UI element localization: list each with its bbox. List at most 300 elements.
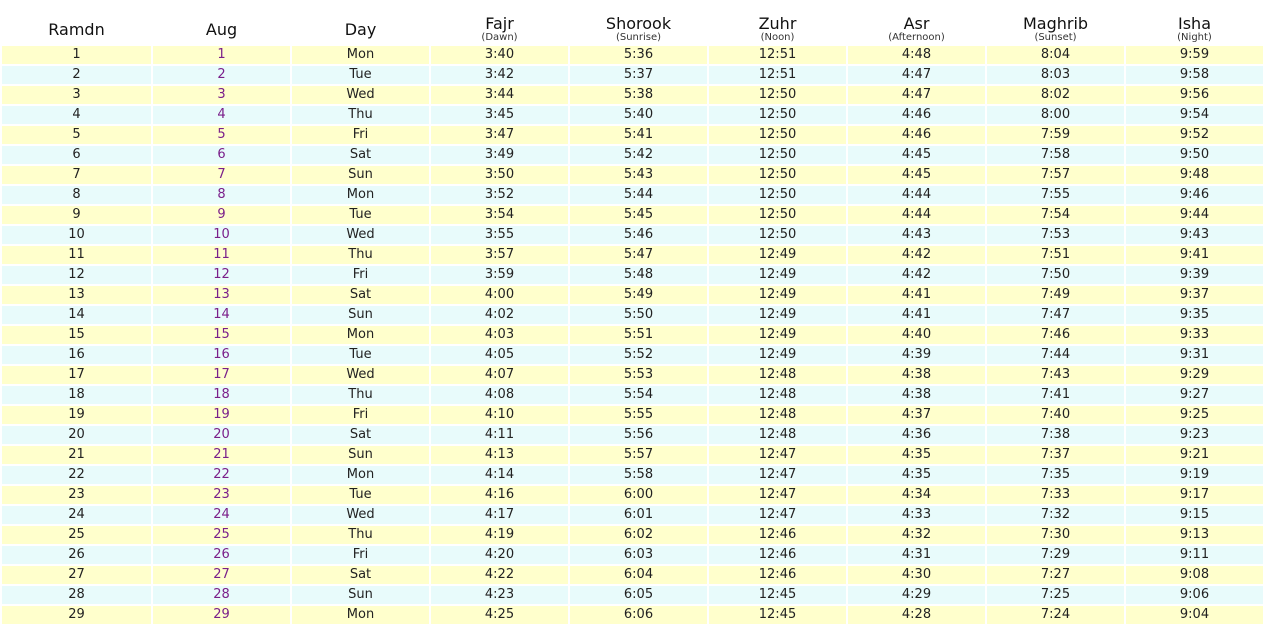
fajr-time-cell: 3:40 (431, 46, 568, 64)
ramadan-day-cell: 29 (2, 606, 151, 624)
fajr-time-cell: 3:55 (431, 226, 568, 244)
fajr-time-cell: 4:02 (431, 306, 568, 324)
isha-time-cell: 9:04 (1126, 606, 1263, 624)
weekday-cell: Mon (292, 46, 429, 64)
maghrib-time-cell: 7:50 (987, 266, 1124, 284)
isha-time-cell: 9:25 (1126, 406, 1263, 424)
asr-time-cell: 4:47 (848, 66, 985, 84)
weekday-cell: Fri (292, 546, 429, 564)
aug-date-cell: 17 (153, 366, 290, 384)
aug-date-cell: 28 (153, 586, 290, 604)
aug-date-cell: 25 (153, 526, 290, 544)
header-sublabel: (Noon) (760, 32, 795, 43)
maghrib-time-cell: 7:40 (987, 406, 1124, 424)
header-label: Aug (205, 20, 238, 39)
zuhr-time-cell: 12:50 (709, 126, 846, 144)
asr-time-cell: 4:47 (848, 86, 985, 104)
table-row (2, 586, 1263, 604)
maghrib-time-cell: 7:58 (987, 146, 1124, 164)
aug-date-cell: 9 (153, 206, 290, 224)
isha-time-cell: 9:44 (1126, 206, 1263, 224)
weekday-cell: Thu (292, 246, 429, 264)
maghrib-time-cell: 7:41 (987, 386, 1124, 404)
maghrib-time-cell: 7:47 (987, 306, 1124, 324)
fajr-time-cell: 4:23 (431, 586, 568, 604)
table-row (2, 466, 1263, 484)
fajr-time-cell: 3:59 (431, 266, 568, 284)
ramadan-day-cell: 27 (2, 566, 151, 584)
isha-time-cell: 9:58 (1126, 66, 1263, 84)
table-row (2, 506, 1263, 524)
fajr-time-cell: 3:47 (431, 126, 568, 144)
zuhr-time-cell: 12:46 (709, 566, 846, 584)
isha-time-cell: 9:06 (1126, 586, 1263, 604)
table-row (2, 266, 1263, 284)
shorook-time-cell: 5:51 (570, 326, 707, 344)
fajr-time-cell: 4:14 (431, 466, 568, 484)
weekday-cell: Wed (292, 226, 429, 244)
maghrib-time-cell: 8:03 (987, 66, 1124, 84)
zuhr-time-cell: 12:47 (709, 486, 846, 504)
header-aug (153, 2, 290, 44)
shorook-time-cell: 5:56 (570, 426, 707, 444)
weekday-cell: Fri (292, 406, 429, 424)
asr-time-cell: 4:33 (848, 506, 985, 524)
zuhr-time-cell: 12:50 (709, 146, 846, 164)
shorook-time-cell: 5:58 (570, 466, 707, 484)
weekday-cell: Thu (292, 526, 429, 544)
asr-time-cell: 4:29 (848, 586, 985, 604)
zuhr-time-cell: 12:50 (709, 86, 846, 104)
shorook-time-cell: 5:37 (570, 66, 707, 84)
weekday-cell: Fri (292, 126, 429, 144)
maghrib-time-cell: 7:55 (987, 186, 1124, 204)
maghrib-time-cell: 7:25 (987, 586, 1124, 604)
zuhr-time-cell: 12:49 (709, 346, 846, 364)
weekday-cell: Tue (292, 66, 429, 84)
shorook-time-cell: 5:57 (570, 446, 707, 464)
ramadan-day-cell: 15 (2, 326, 151, 344)
table-row (2, 106, 1263, 124)
maghrib-time-cell: 8:00 (987, 106, 1124, 124)
aug-date-cell: 27 (153, 566, 290, 584)
weekday-cell: Sun (292, 586, 429, 604)
aug-date-cell: 22 (153, 466, 290, 484)
header-sublabel: (Dawn) (481, 32, 518, 43)
isha-time-cell: 9:11 (1126, 546, 1263, 564)
zuhr-time-cell: 12:49 (709, 246, 846, 264)
maghrib-time-cell: 7:27 (987, 566, 1124, 584)
ramadan-day-cell: 24 (2, 506, 151, 524)
isha-time-cell: 9:29 (1126, 366, 1263, 384)
ramadan-day-cell: 23 (2, 486, 151, 504)
zuhr-time-cell: 12:50 (709, 106, 846, 124)
table-row (2, 446, 1263, 464)
isha-time-cell: 9:50 (1126, 146, 1263, 164)
shorook-time-cell: 5:46 (570, 226, 707, 244)
asr-time-cell: 4:34 (848, 486, 985, 504)
aug-date-cell: 1 (153, 46, 290, 64)
fajr-time-cell: 4:25 (431, 606, 568, 624)
aug-date-cell: 19 (153, 406, 290, 424)
asr-time-cell: 4:45 (848, 146, 985, 164)
weekday-cell: Tue (292, 486, 429, 504)
weekday-cell: Tue (292, 346, 429, 364)
weekday-cell: Mon (292, 606, 429, 624)
zuhr-time-cell: 12:46 (709, 546, 846, 564)
header-label: Fajr (485, 14, 514, 33)
ramadan-day-cell: 5 (2, 126, 151, 144)
isha-time-cell: 9:27 (1126, 386, 1263, 404)
table-row (2, 186, 1263, 204)
table-row (2, 566, 1263, 584)
maghrib-time-cell: 7:30 (987, 526, 1124, 544)
header-sublabel: (Afternoon) (888, 32, 945, 43)
zuhr-time-cell: 12:49 (709, 326, 846, 344)
weekday-cell: Wed (292, 506, 429, 524)
isha-time-cell: 9:19 (1126, 466, 1263, 484)
maghrib-time-cell: 7:51 (987, 246, 1124, 264)
maghrib-time-cell: 7:46 (987, 326, 1124, 344)
ramadan-day-cell: 9 (2, 206, 151, 224)
header-zuhr (709, 2, 846, 44)
isha-time-cell: 9:54 (1126, 106, 1263, 124)
shorook-time-cell: 5:42 (570, 146, 707, 164)
ramadan-day-cell: 6 (2, 146, 151, 164)
ramadan-day-cell: 18 (2, 386, 151, 404)
maghrib-time-cell: 7:57 (987, 166, 1124, 184)
aug-date-cell: 3 (153, 86, 290, 104)
weekday-cell: Sun (292, 446, 429, 464)
fajr-time-cell: 4:03 (431, 326, 568, 344)
header-ramdn (2, 2, 151, 44)
fajr-time-cell: 4:20 (431, 546, 568, 564)
table-row (2, 526, 1263, 544)
table-row (2, 346, 1263, 364)
table-row (2, 326, 1263, 344)
maghrib-time-cell: 7:54 (987, 206, 1124, 224)
asr-time-cell: 4:42 (848, 246, 985, 264)
fajr-time-cell: 4:00 (431, 286, 568, 304)
asr-time-cell: 4:41 (848, 306, 985, 324)
maghrib-time-cell: 7:43 (987, 366, 1124, 384)
fajr-time-cell: 3:49 (431, 146, 568, 164)
isha-time-cell: 9:21 (1126, 446, 1263, 464)
header-label: Zuhr (758, 14, 797, 33)
table-row (2, 386, 1263, 404)
shorook-time-cell: 5:43 (570, 166, 707, 184)
shorook-time-cell: 5:44 (570, 186, 707, 204)
header-day (292, 2, 429, 44)
ramadan-day-cell: 26 (2, 546, 151, 564)
shorook-time-cell: 5:53 (570, 366, 707, 384)
table-row (2, 126, 1263, 144)
weekday-cell: Mon (292, 466, 429, 484)
ramadan-day-cell: 25 (2, 526, 151, 544)
asr-time-cell: 4:37 (848, 406, 985, 424)
zuhr-time-cell: 12:50 (709, 206, 846, 224)
fajr-time-cell: 4:22 (431, 566, 568, 584)
aug-date-cell: 8 (153, 186, 290, 204)
maghrib-time-cell: 7:37 (987, 446, 1124, 464)
header-isha (1126, 2, 1263, 44)
maghrib-time-cell: 7:49 (987, 286, 1124, 304)
ramadan-day-cell: 2 (2, 66, 151, 84)
zuhr-time-cell: 12:45 (709, 606, 846, 624)
shorook-time-cell: 6:05 (570, 586, 707, 604)
table-row (2, 246, 1263, 264)
ramadan-day-cell: 21 (2, 446, 151, 464)
maghrib-time-cell: 8:04 (987, 46, 1124, 64)
maghrib-time-cell: 7:24 (987, 606, 1124, 624)
aug-date-cell: 4 (153, 106, 290, 124)
aug-date-cell: 18 (153, 386, 290, 404)
fajr-time-cell: 4:07 (431, 366, 568, 384)
asr-time-cell: 4:36 (848, 426, 985, 444)
aug-date-cell: 21 (153, 446, 290, 464)
header-label: Maghrib (1022, 14, 1089, 33)
header-fajr (431, 2, 568, 44)
asr-time-cell: 4:44 (848, 206, 985, 224)
aug-date-cell: 13 (153, 286, 290, 304)
isha-time-cell: 9:15 (1126, 506, 1263, 524)
ramadan-day-cell: 20 (2, 426, 151, 444)
ramadan-day-cell: 4 (2, 106, 151, 124)
asr-time-cell: 4:31 (848, 546, 985, 564)
isha-time-cell: 9:33 (1126, 326, 1263, 344)
table-row (2, 606, 1263, 624)
aug-date-cell: 15 (153, 326, 290, 344)
ramadan-day-cell: 8 (2, 186, 151, 204)
maghrib-time-cell: 7:35 (987, 466, 1124, 484)
shorook-time-cell: 5:47 (570, 246, 707, 264)
timetable-body (2, 46, 1263, 624)
zuhr-time-cell: 12:51 (709, 46, 846, 64)
aug-date-cell: 26 (153, 546, 290, 564)
asr-time-cell: 4:32 (848, 526, 985, 544)
header-asr (848, 2, 985, 44)
maghrib-time-cell: 7:29 (987, 546, 1124, 564)
ramadan-day-cell: 14 (2, 306, 151, 324)
ramadan-day-cell: 11 (2, 246, 151, 264)
weekday-cell: Sun (292, 306, 429, 324)
table-row (2, 306, 1263, 324)
isha-time-cell: 9:39 (1126, 266, 1263, 284)
weekday-cell: Tue (292, 206, 429, 224)
weekday-cell: Mon (292, 186, 429, 204)
table-row (2, 206, 1263, 224)
table-row (2, 426, 1263, 444)
zuhr-time-cell: 12:48 (709, 406, 846, 424)
shorook-time-cell: 5:49 (570, 286, 707, 304)
maghrib-time-cell: 7:33 (987, 486, 1124, 504)
maghrib-time-cell: 7:59 (987, 126, 1124, 144)
asr-time-cell: 4:39 (848, 346, 985, 364)
header-label: Ramdn (48, 20, 105, 39)
shorook-time-cell: 6:00 (570, 486, 707, 504)
zuhr-time-cell: 12:48 (709, 386, 846, 404)
fajr-time-cell: 3:44 (431, 86, 568, 104)
asr-time-cell: 4:42 (848, 266, 985, 284)
zuhr-time-cell: 12:50 (709, 226, 846, 244)
weekday-cell: Thu (292, 386, 429, 404)
header-sublabel: (Sunrise) (615, 32, 662, 43)
asr-time-cell: 4:46 (848, 126, 985, 144)
shorook-time-cell: 5:50 (570, 306, 707, 324)
zuhr-time-cell: 12:47 (709, 506, 846, 524)
aug-date-cell: 2 (153, 66, 290, 84)
table-row (2, 486, 1263, 504)
aug-date-cell: 11 (153, 246, 290, 264)
asr-time-cell: 4:35 (848, 466, 985, 484)
shorook-time-cell: 6:06 (570, 606, 707, 624)
table-row (2, 146, 1263, 164)
ramadan-day-cell: 16 (2, 346, 151, 364)
weekday-cell: Sat (292, 566, 429, 584)
asr-time-cell: 4:46 (848, 106, 985, 124)
fajr-time-cell: 3:52 (431, 186, 568, 204)
isha-time-cell: 9:52 (1126, 126, 1263, 144)
zuhr-time-cell: 12:47 (709, 466, 846, 484)
shorook-time-cell: 6:03 (570, 546, 707, 564)
zuhr-time-cell: 12:46 (709, 526, 846, 544)
zuhr-time-cell: 12:50 (709, 186, 846, 204)
asr-time-cell: 4:45 (848, 166, 985, 184)
shorook-time-cell: 5:55 (570, 406, 707, 424)
ramadan-day-cell: 1 (2, 46, 151, 64)
shorook-time-cell: 5:54 (570, 386, 707, 404)
ramadan-day-cell: 3 (2, 86, 151, 104)
zuhr-time-cell: 12:48 (709, 366, 846, 384)
isha-time-cell: 9:31 (1126, 346, 1263, 364)
table-row (2, 406, 1263, 424)
shorook-time-cell: 5:40 (570, 106, 707, 124)
weekday-cell: Mon (292, 326, 429, 344)
table-row (2, 546, 1263, 564)
table-row (2, 46, 1263, 64)
fajr-time-cell: 3:45 (431, 106, 568, 124)
fajr-time-cell: 4:08 (431, 386, 568, 404)
zuhr-time-cell: 12:51 (709, 66, 846, 84)
ramadan-day-cell: 7 (2, 166, 151, 184)
asr-time-cell: 4:38 (848, 386, 985, 404)
header-sublabel: (Night) (1177, 32, 1212, 43)
ramadan-day-cell: 19 (2, 406, 151, 424)
isha-time-cell: 9:48 (1126, 166, 1263, 184)
aug-date-cell: 7 (153, 166, 290, 184)
zuhr-time-cell: 12:47 (709, 446, 846, 464)
shorook-time-cell: 5:45 (570, 206, 707, 224)
fajr-time-cell: 4:10 (431, 406, 568, 424)
isha-time-cell: 9:17 (1126, 486, 1263, 504)
aug-date-cell: 10 (153, 226, 290, 244)
header-row (2, 2, 1263, 44)
aug-date-cell: 29 (153, 606, 290, 624)
aug-date-cell: 20 (153, 426, 290, 444)
fajr-time-cell: 3:50 (431, 166, 568, 184)
header-label: Day (344, 20, 377, 39)
header-sublabel: (Sunset) (1034, 32, 1077, 43)
asr-time-cell: 4:28 (848, 606, 985, 624)
table-row (2, 286, 1263, 304)
asr-time-cell: 4:48 (848, 46, 985, 64)
table-row (2, 66, 1263, 84)
fajr-time-cell: 4:05 (431, 346, 568, 364)
aug-date-cell: 5 (153, 126, 290, 144)
aug-date-cell: 24 (153, 506, 290, 524)
fajr-time-cell: 4:17 (431, 506, 568, 524)
fajr-time-cell: 4:13 (431, 446, 568, 464)
shorook-time-cell: 5:38 (570, 86, 707, 104)
header-label: Shorook (605, 14, 672, 33)
maghrib-time-cell: 7:32 (987, 506, 1124, 524)
shorook-time-cell: 5:41 (570, 126, 707, 144)
ramadan-day-cell: 12 (2, 266, 151, 284)
aug-date-cell: 6 (153, 146, 290, 164)
shorook-time-cell: 6:02 (570, 526, 707, 544)
weekday-cell: Sat (292, 286, 429, 304)
aug-date-cell: 14 (153, 306, 290, 324)
weekday-cell: Thu (292, 106, 429, 124)
weekday-cell: Sun (292, 166, 429, 184)
aug-date-cell: 12 (153, 266, 290, 284)
ramadan-day-cell: 13 (2, 286, 151, 304)
table-row (2, 86, 1263, 104)
asr-time-cell: 4:30 (848, 566, 985, 584)
header-label: Isha (1178, 14, 1211, 33)
shorook-time-cell: 5:48 (570, 266, 707, 284)
header-label: Asr (903, 14, 930, 33)
isha-time-cell: 9:59 (1126, 46, 1263, 64)
header-shorook (570, 2, 707, 44)
shorook-time-cell: 5:36 (570, 46, 707, 64)
isha-time-cell: 9:35 (1126, 306, 1263, 324)
fajr-time-cell: 4:19 (431, 526, 568, 544)
fajr-time-cell: 3:57 (431, 246, 568, 264)
aug-date-cell: 16 (153, 346, 290, 364)
maghrib-time-cell: 7:53 (987, 226, 1124, 244)
ramadan-day-cell: 28 (2, 586, 151, 604)
isha-time-cell: 9:46 (1126, 186, 1263, 204)
fajr-time-cell: 4:16 (431, 486, 568, 504)
isha-time-cell: 9:13 (1126, 526, 1263, 544)
asr-time-cell: 4:40 (848, 326, 985, 344)
weekday-cell: Wed (292, 86, 429, 104)
zuhr-time-cell: 12:49 (709, 286, 846, 304)
weekday-cell: Sat (292, 146, 429, 164)
fajr-time-cell: 3:54 (431, 206, 568, 224)
zuhr-time-cell: 12:50 (709, 166, 846, 184)
fajr-time-cell: 3:42 (431, 66, 568, 84)
weekday-cell: Sat (292, 426, 429, 444)
zuhr-time-cell: 12:45 (709, 586, 846, 604)
maghrib-time-cell: 8:02 (987, 86, 1124, 104)
asr-time-cell: 4:35 (848, 446, 985, 464)
isha-time-cell: 9:56 (1126, 86, 1263, 104)
zuhr-time-cell: 12:48 (709, 426, 846, 444)
asr-time-cell: 4:44 (848, 186, 985, 204)
ramadan-day-cell: 22 (2, 466, 151, 484)
zuhr-time-cell: 12:49 (709, 306, 846, 324)
maghrib-time-cell: 7:44 (987, 346, 1124, 364)
isha-time-cell: 9:41 (1126, 246, 1263, 264)
isha-time-cell: 9:37 (1126, 286, 1263, 304)
ramadan-day-cell: 17 (2, 366, 151, 384)
header-maghrib (987, 2, 1124, 44)
maghrib-time-cell: 7:38 (987, 426, 1124, 444)
isha-time-cell: 9:08 (1126, 566, 1263, 584)
weekday-cell: Wed (292, 366, 429, 384)
